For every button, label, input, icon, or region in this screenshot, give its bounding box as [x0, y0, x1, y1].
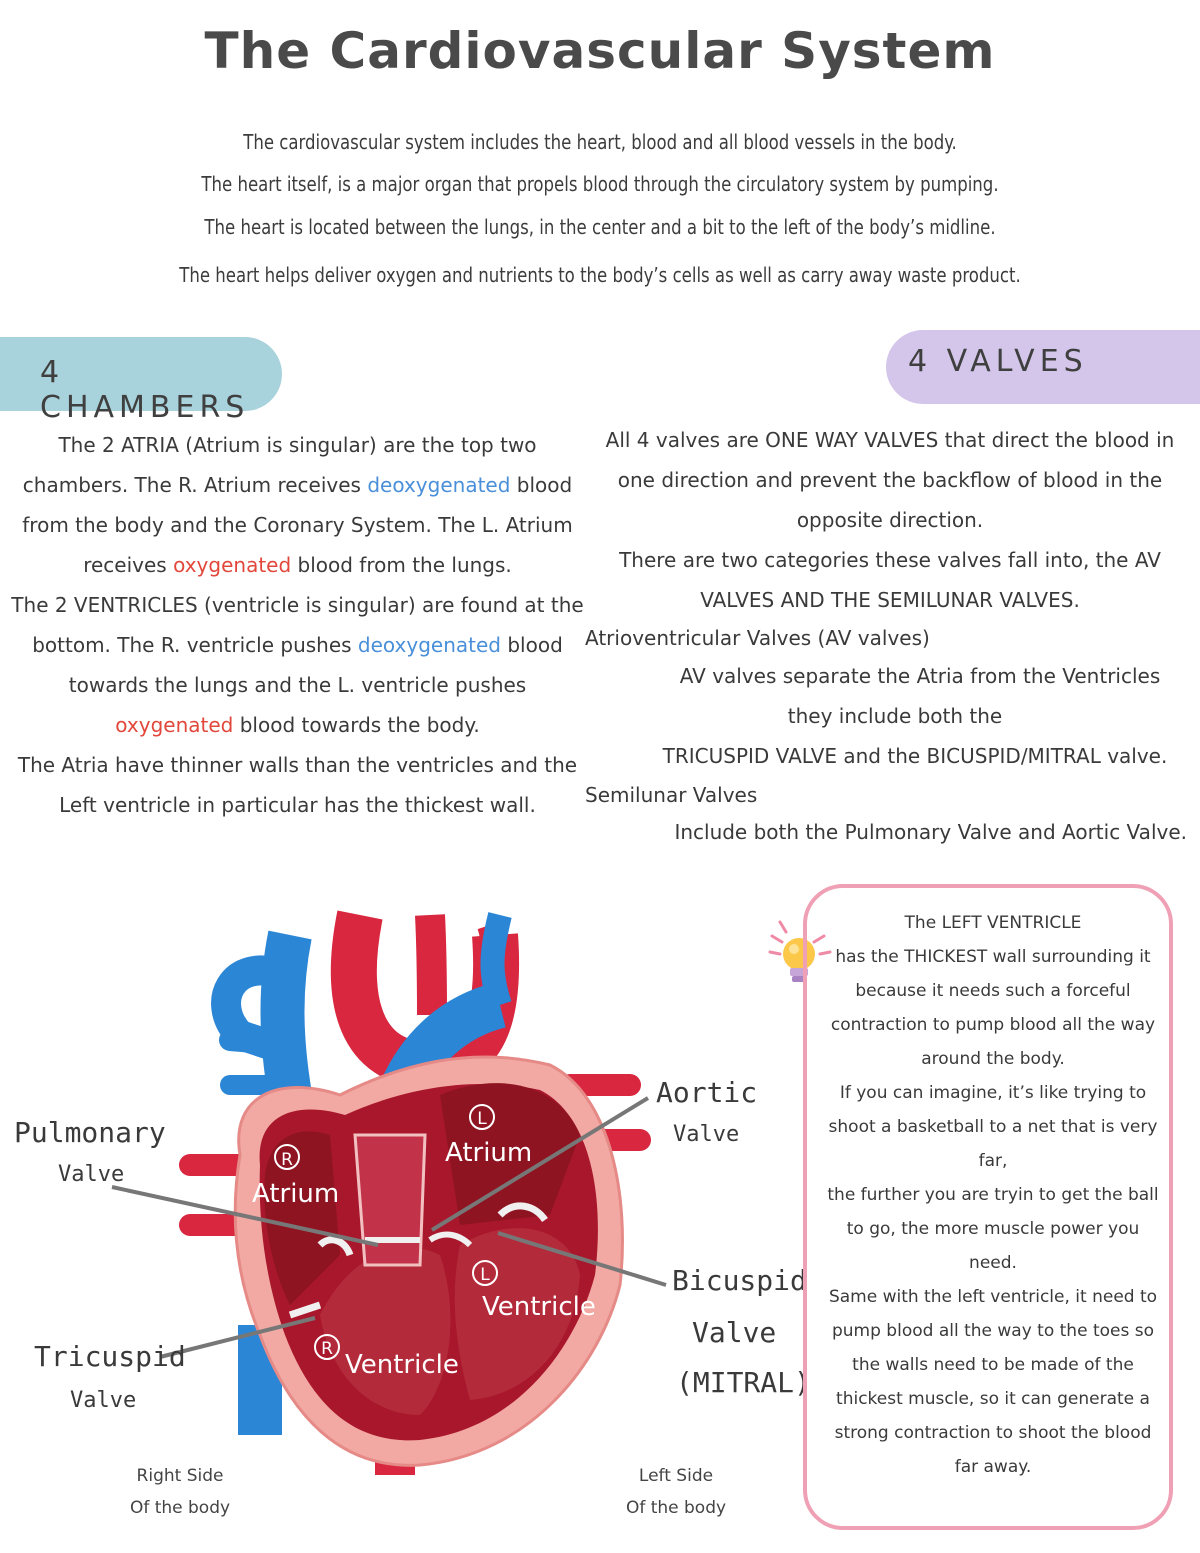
l-ventricle-label: Ventricle: [482, 1292, 596, 1322]
bicuspid-label: Bicuspid: [672, 1264, 807, 1297]
r-atrium-mark: R: [281, 1150, 293, 1170]
text-span: blood from the body and the Coronary System. The L. Atrium receives: [22, 473, 573, 577]
aortic-label: Aortic: [656, 1076, 758, 1109]
av-line-1: AV valves separate the Atria from the Ventricles: [679, 664, 1161, 688]
l-atrium-mark: L: [477, 1109, 487, 1129]
info-line: the further you are tryin to get the ball to go, the more muscle power you need.: [827, 1185, 1159, 1273]
av-line-3: TRICUSPID VALVE and the BICUSPID/MITRAL valve.: [662, 744, 1168, 768]
r-ventricle-mark: R: [321, 1339, 333, 1359]
text-span: The 2 VENTRICLES (ventricle is singular) are found at the bottom. The R. ventricle pushes: [11, 593, 584, 657]
info-line: has the THICKEST wall surrounding it because it needs such a forceful contraction to pump blood all the way around the body.: [830, 947, 1156, 1069]
info-box-text: [822, 906, 1164, 1484]
deoxygenated-term: deoxygenated: [367, 473, 511, 497]
aortic-sub-label: Valve: [673, 1122, 740, 1147]
bicuspid-valve-label: Valve: [692, 1316, 777, 1349]
semilunar-line: Include both the Pulmonary Valve and Aortic Valve.: [674, 820, 1187, 844]
oxygenated-term: oxygenated: [173, 553, 292, 577]
tricuspid-label: Tricuspid: [34, 1340, 186, 1373]
text-span: blood towards the lungs and the L. ventricle pushes: [68, 633, 563, 697]
l-atrium-label: Atrium: [445, 1138, 533, 1168]
info-line: Same with the left ventricle, it need to pump blood all the way to the toes so the walls need to be made of the thickest muscle, so it can generate a strong contraction to shoot the blood far away.: [828, 1287, 1158, 1477]
oxygenated-term: oxygenated: [115, 713, 234, 737]
semilunar-heading: Semilunar Valves: [585, 783, 758, 807]
pulmonary-pointer-line: [112, 1187, 378, 1245]
intro-line-2: The heart itself, is a major organ that propels blood through the circulatory system by pumping.: [201, 172, 999, 196]
valves-heading: 4 VALVES: [908, 344, 1088, 379]
info-line: If you can imagine, it’s like trying to shoot a basketball to a net that is very far,: [828, 1083, 1158, 1171]
bicuspid-pointer-line: [498, 1233, 666, 1285]
deoxygenated-term: deoxygenated: [357, 633, 501, 657]
chambers-paragraph-walls: The Atria have thinner walls than the ventricles and the Left ventricle in particular has the thickest wall.: [17, 753, 578, 817]
tricuspid-sub-label: Valve: [70, 1388, 137, 1413]
av-line-2: they include both the: [787, 704, 1003, 728]
page-title: The Cardiovascular System: [204, 22, 996, 80]
right-side-caption: [110, 1460, 250, 1524]
mitral-label: (MITRAL): [676, 1366, 811, 1399]
valves-paragraph-categories: There are two categories these valves fall into, the AV VALVES AND THE SEMILUNAR VALVES.: [619, 548, 1161, 612]
left-side-caption: [606, 1460, 746, 1524]
pulmonary-label: Pulmonary: [14, 1116, 166, 1149]
aortic-pointer-line: [432, 1098, 648, 1230]
av-heading: Atrioventricular Valves (AV valves): [585, 626, 930, 650]
caption-line: Right Side: [136, 1466, 224, 1486]
caption-line: Left Side: [638, 1466, 714, 1486]
text-span: The 2 ATRIA (Atrium is singular) are the top two chambers. The R. Atrium receives: [22, 433, 537, 497]
r-atrium-label: Atrium: [252, 1179, 340, 1209]
intro-line-4: The heart helps deliver oxygen and nutrients to the body’s cells as well as carry away waste product.: [179, 263, 1021, 287]
chambers-heading: 4 CHAMBERS: [40, 355, 250, 425]
intro-line-1: The cardiovascular system includes the heart, blood and all blood vessels in the body.: [243, 130, 957, 154]
valves-paragraph-oneway: All 4 valves are ONE WAY VALVES that direct the blood in one direction and prevent the backflow of blood in the opposite direction.: [605, 428, 1175, 532]
r-ventricle-label: Ventricle: [345, 1350, 459, 1380]
intro-line-3: The heart is located between the lungs, in the center and a bit to the left of the body’s midline.: [204, 215, 996, 239]
text-span: blood towards the body.: [233, 713, 480, 737]
l-ventricle-mark: L: [480, 1265, 490, 1285]
info-line: The LEFT VENTRICLE: [904, 913, 1082, 933]
pulmonary-sub-label: Valve: [58, 1162, 125, 1187]
caption-line: Of the body: [129, 1498, 231, 1518]
caption-line: Of the body: [625, 1498, 727, 1518]
text-span: blood from the lungs.: [291, 553, 512, 577]
